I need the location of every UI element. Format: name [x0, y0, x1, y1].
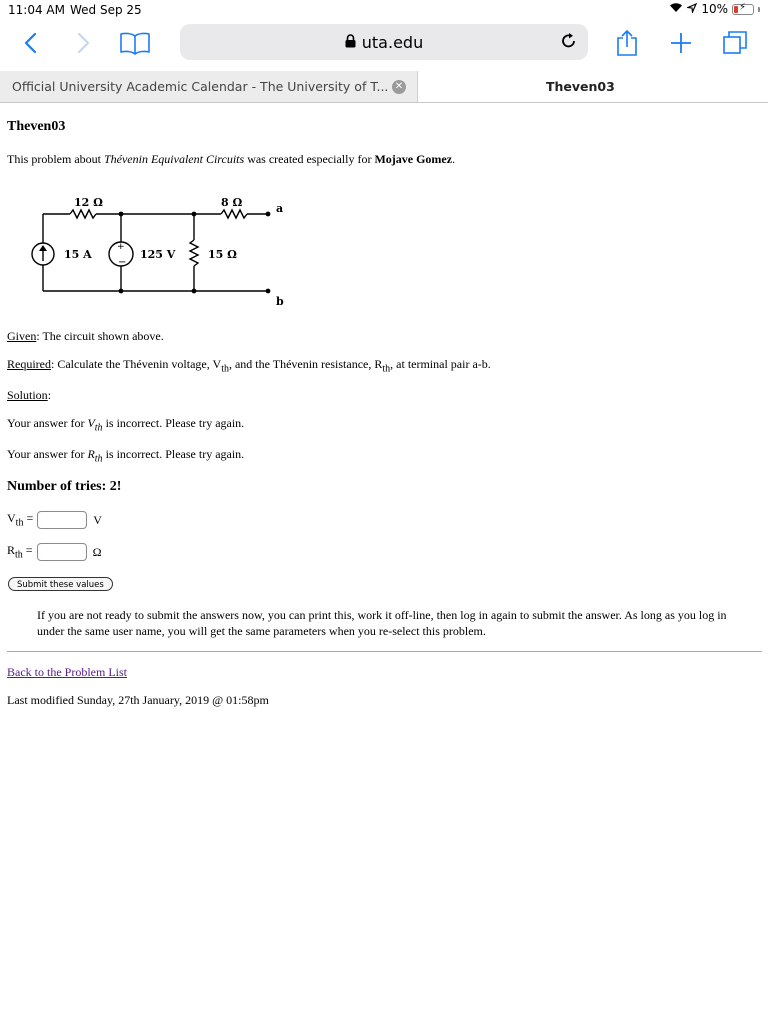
- resistor-8-ohm: [221, 210, 247, 218]
- reload-icon[interactable]: [560, 32, 578, 54]
- address-bar[interactable]: [180, 24, 588, 60]
- terminal-b-node: [266, 289, 271, 294]
- share-icon[interactable]: [610, 26, 644, 60]
- tab-theven03[interactable]: [418, 71, 768, 102]
- forward-icon[interactable]: [66, 26, 100, 60]
- tab-calendar[interactable]: [0, 71, 418, 102]
- rth-unit: Ω: [92, 544, 102, 559]
- lock-icon: [345, 33, 356, 52]
- offline-note: If you are not ready to submit the answers now, you can print this, work it off-line, then log in again to submit the answer. As long as you log in under the same user name, you will get the same parameters when you re-select this problem.: [37, 608, 727, 638]
- label-voltage-source: 125 V: [140, 248, 176, 261]
- circuit-diagram: [28, 191, 298, 311]
- back-icon[interactable]: [14, 26, 48, 60]
- feedback-rth: Your answer for $R_{th}$ is incorrect. Please try again.: [7, 447, 245, 465]
- status-date: Wed Sep 25: [70, 3, 142, 17]
- current-arrow: [39, 245, 47, 251]
- label-r2: 8 Ω: [221, 196, 243, 209]
- vth-row: [7, 511, 102, 529]
- feedback-vth: Your answer for $V_{th}$ is incorrect. Please try again.: [7, 416, 245, 434]
- status-right: [669, 2, 760, 16]
- bookmarks-icon[interactable]: [118, 26, 152, 60]
- intro-text: This problem about Thévenin Equivalent Circuits was created especially for Mojave Gomez.: [7, 152, 456, 166]
- resistor-12-ohm: [70, 210, 96, 218]
- student-name: Mojave Gomez: [374, 152, 453, 166]
- resistor-15-ohm: [190, 240, 198, 266]
- label-current-source: 15 A: [64, 248, 92, 261]
- label-r3: 15 Ω: [208, 248, 237, 261]
- label-r1: 12 Ω: [74, 196, 103, 209]
- rth-row: [7, 543, 102, 561]
- svg-text:−: −: [118, 257, 127, 268]
- vth-unit: V: [93, 512, 102, 527]
- given-line: Given: The circuit shown above.: [7, 329, 164, 343]
- url-text: uta.edu: [361, 32, 424, 52]
- required-line: Required: Calculate the Thévenin voltage, $V_{th}$, and the Thévenin resistance, $R_{th}$, at terminal pair a-b.: [7, 357, 491, 375]
- location-arrow-icon: [687, 2, 697, 16]
- svg-text:+: +: [117, 242, 125, 252]
- tab-calendar-label: Official University Academic Calendar - The University of T...: [12, 79, 389, 94]
- battery-percent: 10%: [701, 2, 728, 16]
- wifi-icon: [669, 2, 683, 16]
- close-tab-icon[interactable]: ✕: [392, 80, 406, 94]
- status-bar: [0, 0, 768, 20]
- status-time: 11:04 AM: [8, 3, 65, 17]
- number-of-tries: Number of tries: 2!: [7, 479, 122, 494]
- vth-input[interactable]: [37, 511, 87, 529]
- rth-label: $R_{th}$ =: [7, 543, 33, 561]
- back-to-problem-list-link[interactable]: Back to the Problem List: [7, 665, 127, 679]
- intro-topic: Thévenin Equivalent Circuits: [103, 152, 245, 166]
- tab-theven03-label: Theven03: [546, 79, 615, 94]
- vth-label: $V_{th}$ =: [7, 511, 34, 529]
- page-title: Theven03: [7, 119, 66, 134]
- tabs-overview-icon[interactable]: [718, 26, 752, 60]
- tab-bar: [0, 71, 768, 103]
- rth-input[interactable]: [37, 543, 87, 561]
- divider: [7, 651, 762, 652]
- last-modified: Last modified Sunday, 27th January, 2019 @ 01:58pm: [7, 693, 269, 707]
- terminal-a-node: [266, 212, 271, 217]
- submit-button[interactable]: Submit these values: [8, 577, 113, 591]
- label-terminal-b: b: [276, 295, 284, 308]
- solution-heading: Solution:: [7, 388, 52, 402]
- label-terminal-a: a: [276, 202, 284, 215]
- new-tab-icon[interactable]: [664, 26, 698, 60]
- battery-icon: ⚡: [732, 4, 754, 15]
